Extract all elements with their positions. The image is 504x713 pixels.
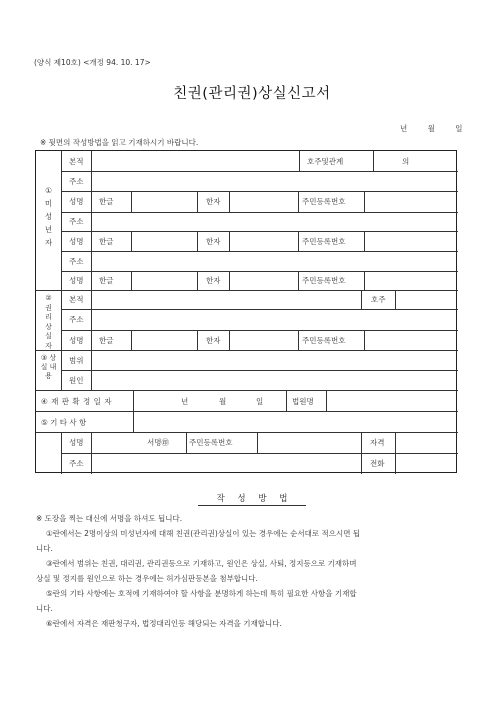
hanja-label: 한자 [206,237,221,246]
guide-line: ③란에서 범위는 친권, 대리권, 관리권등으로 기재하고, 원인은 상실, 사퇴, 정지등으로 기재하며 [46,559,357,568]
qualification-label: 자격 [370,438,385,447]
loss-content-section-label: ③ 상실 내용 [40,354,57,380]
form-number-note: (양식 제10호) <개정 94. 10. 17> [34,58,151,67]
hanja-label: 한자 [206,197,221,206]
head-of-family-label: 호주 [371,295,386,304]
month-label: 월 [219,397,227,406]
resident-number-label: 주민등록번호 [302,336,346,345]
name-label: 성명 [69,276,84,285]
relation-suffix-label: 의 [402,157,410,166]
court-name-label: 법원명 [292,397,314,406]
name-label: 성명 [69,438,84,447]
guide-title: 작 성 방 법 [216,494,288,504]
cause-label: 원인 [69,376,84,385]
guide-line: 니다. [36,604,53,613]
guide-title-underline [198,505,306,506]
hangul-label: 한글 [99,276,114,285]
phone-label: 전화 [370,459,385,468]
registered-domicile-label: 본적 [69,295,84,304]
name-label: 성명 [69,237,84,246]
hanja-label: 한자 [206,276,221,285]
address-label: 주소 [69,459,84,468]
judgment-date-label: ④ 재 판 확 정 일 자 [41,397,112,406]
address-label: 주소 [69,257,84,266]
resident-number-label: 주민등록번호 [189,438,233,447]
name-label: 성명 [69,197,84,206]
page-title: 친권(관리권)상실신고서 [173,86,331,102]
guide-line: 니다. [36,544,53,553]
scope-label: 범위 [69,356,84,365]
hangul-label: 한글 [99,237,114,246]
year-label: 년 [181,397,189,406]
instruction-note: ※ 뒷면의 작성방법을 읽고 기재하시기 바랍니다. [40,138,199,147]
resident-number-label: 주민등록번호 [302,237,346,246]
hangul-label: 한글 [99,197,114,206]
date-line [400,123,463,134]
address-label: 주소 [69,217,84,226]
resident-number-label: 주민등록번호 [302,276,346,285]
month-label: 월 [427,124,435,133]
name-label: 성명 [69,336,84,345]
head-of-family-relation-label: 호주및관계 [307,157,344,166]
loss-person-section-label: ②권 리 상 실 자 [45,294,52,350]
year-label: 년 [400,124,408,133]
hanja-label: 한자 [206,336,221,345]
day-label: 일 [256,397,264,406]
minor-section-label: ① 미 성 년 자 [44,186,53,247]
hangul-label: 한글 [99,336,114,345]
report-form-table [35,150,457,473]
day-label: 일 [455,124,463,133]
guide-line: ※ 도장을 찍는 대신에 서명을 하셔도 됩니다. [36,514,183,523]
guide-line: ⑥란에서 자격은 재판청구자, 법정대리인등 해당되는 자격을 기재합니다. [46,619,282,628]
address-label: 주소 [69,177,84,186]
guide-line: ⑤란의 기타 사항에는 호적에 기재하여야 할 사항을 분명하게 하는데 특히 필요한 사항을 기재합 [46,589,357,598]
guide-line: ①란에서는 2명이상의 미성년자에 대해 친권(관리권)상실이 있는 경우에는 순서대로 적으시면 됩 [46,529,361,538]
signature-seal-label: 서명㊞ [147,438,169,447]
address-label: 주소 [69,315,84,324]
other-matters-label: ⑤ 기 타 사 항 [41,418,87,427]
registered-domicile-label: 본적 [69,157,84,166]
guide-line: 상실 및 정지를 원인으로 하는 경우에는 허가심판등본을 첨부합니다. [36,574,258,583]
resident-number-label: 주민등록번호 [302,197,346,206]
